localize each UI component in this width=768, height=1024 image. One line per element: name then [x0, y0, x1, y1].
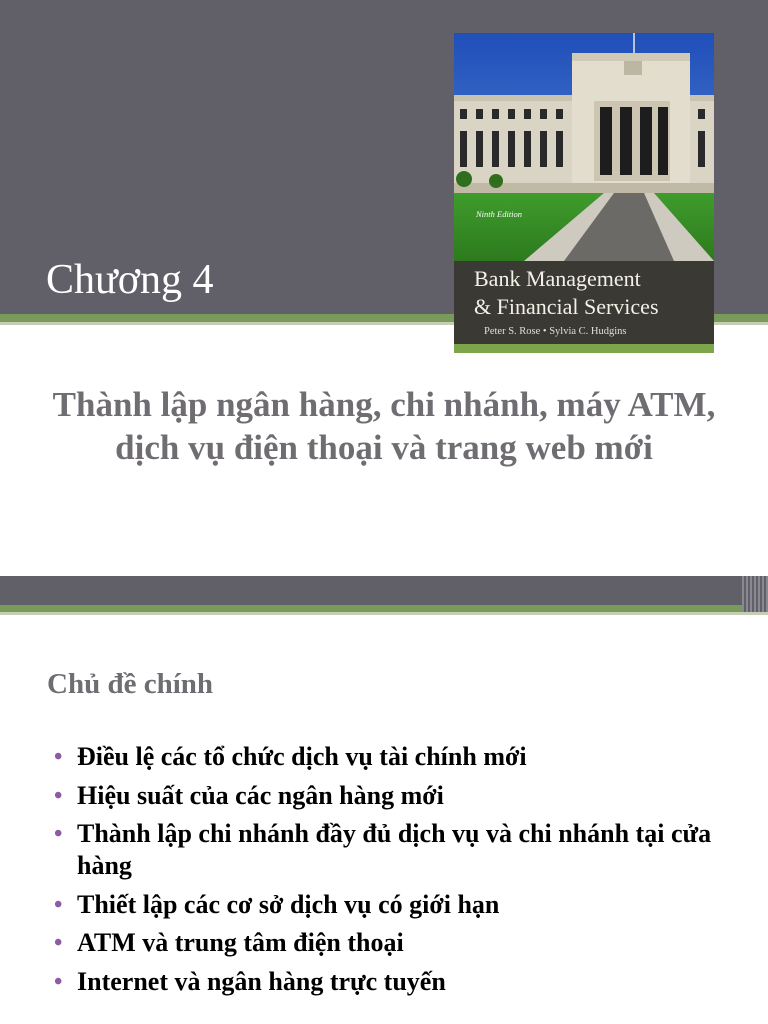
bullet-icon: •: [54, 930, 63, 956]
topics-slide: [0, 576, 768, 1024]
cover-authors: Peter S. Rose • Sylvia C. Hudgins: [484, 326, 627, 337]
section-title: Chủ đề chính: [47, 668, 214, 700]
list-item: [54, 741, 744, 773]
list-item-text: Hiệu suất của các ngân hàng mới: [77, 780, 444, 810]
list-item: [54, 889, 744, 921]
list-item-text: Điều lệ các tổ chức dịch vụ tài chính mới: [77, 742, 527, 771]
cover-book-title: Bank Management & Financial Services: [474, 266, 659, 319]
topic-list: [54, 741, 744, 1004]
list-item-text: Thành lập chi nhánh đầy đủ dịch vụ và chi nhánh tại cửa hàng: [77, 819, 712, 880]
list-item: [54, 927, 744, 959]
list-item: [54, 818, 744, 882]
book-cover-image: [454, 33, 714, 353]
list-item-text: Thiết lập các cơ sở dịch vụ có giới hạn: [77, 889, 500, 919]
bullet-icon: •: [54, 782, 63, 809]
bullet-icon: •: [54, 821, 63, 847]
slide-header-band: [0, 576, 768, 605]
header-accent-stripe: [0, 605, 768, 612]
list-item-text: Internet và ngân hàng trực tuyến: [77, 966, 446, 996]
slide-subtitle: Thành lập ngân hàng, chi nhánh, máy ATM, dịch vụ điện thoại và trang web mới: [52, 385, 716, 467]
list-item: [54, 966, 744, 998]
bullet-icon: •: [54, 744, 63, 770]
chapter-title: Chương 4: [46, 257, 214, 303]
federal-building-photo: [454, 33, 714, 261]
list-item: [54, 780, 744, 812]
bullet-icon: •: [54, 968, 63, 995]
list-item-text: ATM và trung tâm điện thoại: [77, 928, 404, 957]
cover-green-bar: [454, 344, 714, 353]
header-accent-stripe-light: [0, 612, 768, 615]
header-corner-pattern: [742, 576, 768, 612]
bullet-icon: •: [54, 891, 63, 918]
cover-edition: Ninth Edition: [476, 209, 523, 219]
